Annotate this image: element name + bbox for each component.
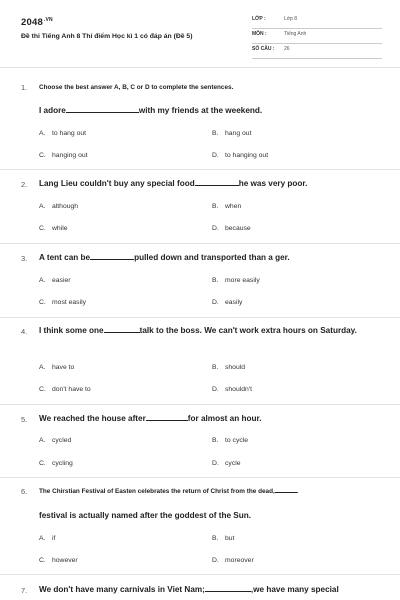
meta-count — [252, 44, 382, 59]
option-text: moreover — [225, 557, 254, 564]
option-text: when — [225, 203, 242, 210]
text-before: I adore — [39, 106, 66, 115]
option-text: hanging out — [52, 152, 88, 159]
text-before: A tent can be — [39, 253, 91, 262]
option-b[interactable] — [212, 364, 245, 371]
text-after: for almost an hour. — [187, 414, 262, 423]
text-after: talk to the boss. We can't work extra hours on Saturday. — [139, 326, 357, 335]
text-after: ,we have many special — [250, 585, 339, 594]
option-letter: B. — [212, 364, 219, 371]
question-divider — [0, 477, 400, 478]
meta-label: LỚP : — [252, 16, 266, 22]
option-a[interactable] — [39, 130, 86, 137]
option-text: if — [52, 535, 56, 542]
option-b[interactable] — [212, 277, 260, 284]
option-letter: B. — [212, 203, 219, 210]
option-c[interactable] — [39, 225, 68, 232]
option-letter: D. — [212, 386, 219, 393]
option-text: more easily — [225, 277, 260, 284]
question-number: 7. — [21, 586, 28, 595]
option-text: to hanging out — [225, 152, 269, 159]
question-number: 5. — [21, 415, 28, 424]
option-letter: A. — [39, 130, 46, 137]
option-letter: B. — [212, 535, 219, 542]
site-logo[interactable] — [21, 17, 53, 28]
option-a[interactable] — [39, 535, 55, 542]
option-letter: C. — [39, 152, 46, 159]
option-letter: C. — [39, 225, 46, 232]
answer-blank — [275, 485, 297, 493]
option-c[interactable] — [39, 152, 88, 159]
option-d[interactable] — [212, 152, 268, 159]
question-divider — [0, 574, 400, 575]
question-number: 3. — [21, 254, 28, 263]
option-letter: A. — [39, 535, 46, 542]
text-after: pulled down and transported than a ger. — [134, 253, 290, 262]
option-letter: A. — [39, 364, 46, 371]
text-after: with my friends at the weekend. — [138, 106, 263, 115]
option-a[interactable] — [39, 277, 71, 284]
answer-blank — [66, 105, 139, 113]
meta-value: 26 — [284, 46, 290, 52]
instruction-text: Choose the best answer A, B, C or D to complete the sentences. — [39, 84, 234, 91]
meta-label: SỐ CÂU : — [252, 46, 275, 52]
text-before: Lang Lieu couldn't buy any special food — [39, 179, 195, 188]
option-letter: D. — [212, 225, 219, 232]
option-text: to cycle — [225, 437, 249, 444]
option-letter: D. — [212, 152, 219, 159]
text-after: . — [296, 488, 299, 495]
question-text — [39, 104, 369, 118]
option-letter: C. — [39, 386, 46, 393]
option-letter: B. — [212, 437, 219, 444]
meta-label: MÔN : — [252, 31, 267, 37]
question-text — [39, 324, 369, 338]
option-b[interactable] — [212, 203, 241, 210]
option-text: cycling — [52, 460, 73, 467]
page-header — [0, 0, 400, 72]
question-text — [39, 485, 379, 499]
option-text: easily — [225, 299, 243, 306]
option-b[interactable] — [212, 130, 251, 137]
question-text — [39, 583, 369, 597]
option-c[interactable] — [39, 299, 86, 306]
option-text: easier — [52, 277, 71, 284]
question-number: 6. — [21, 487, 28, 496]
question-divider — [0, 243, 400, 244]
question-divider — [0, 404, 400, 405]
logo-domain: .VN — [43, 17, 53, 23]
option-letter: B. — [212, 130, 219, 137]
option-text: hang out — [225, 130, 252, 137]
option-text: while — [52, 225, 68, 232]
option-letter: D. — [212, 460, 219, 467]
question-number: 1. — [21, 83, 28, 92]
meta-subject — [252, 29, 382, 44]
text-after: he was very poor. — [238, 179, 308, 188]
option-d[interactable] — [212, 299, 242, 306]
option-c[interactable] — [39, 386, 91, 393]
option-text: most easily — [52, 299, 86, 306]
option-text: however — [52, 557, 78, 564]
option-d[interactable] — [212, 386, 252, 393]
option-letter: A. — [39, 277, 46, 284]
option-c[interactable] — [39, 460, 73, 467]
question-divider — [0, 169, 400, 170]
text-before: The Chirstian Festival of Easten celebrates the return of Christ from the dead, — [39, 488, 275, 495]
option-letter: D. — [212, 299, 219, 306]
option-d[interactable] — [212, 557, 254, 564]
option-b[interactable] — [212, 437, 248, 444]
question-number: 4. — [21, 327, 28, 336]
text-before: We reached the house after — [39, 414, 146, 423]
header-divider — [0, 67, 400, 68]
option-text: although — [52, 203, 79, 210]
question-number: 2. — [21, 180, 28, 189]
answer-blank — [205, 584, 251, 592]
option-text: to hang out — [52, 130, 87, 137]
answer-blank — [104, 325, 140, 333]
option-text: but — [225, 535, 235, 542]
answer-blank — [90, 252, 134, 260]
option-a[interactable] — [39, 203, 78, 210]
meta-class — [252, 14, 382, 29]
meta-value: Tiếng Anh — [284, 31, 307, 37]
option-letter: A. — [39, 203, 46, 210]
document-title: Đề thi Tiếng Anh 8 Thí điểm Học kì 1 có đáp án (Đề 5) — [21, 33, 193, 40]
option-letter: C. — [39, 299, 46, 306]
option-letter: C. — [39, 460, 46, 467]
answer-blank — [195, 178, 239, 186]
question-text — [39, 177, 369, 191]
option-text: cycle — [225, 460, 241, 467]
question-text — [39, 251, 369, 265]
option-c[interactable] — [39, 557, 78, 564]
option-text: shouldn't — [225, 386, 252, 393]
option-letter: B. — [212, 277, 219, 284]
option-a[interactable] — [39, 364, 74, 371]
option-text: because — [225, 225, 251, 232]
answer-blank — [146, 413, 188, 421]
text-before: We don't have many carnivals in Viet Nam; — [39, 585, 205, 594]
logo-text: 2048 — [21, 17, 43, 29]
option-b[interactable] — [212, 535, 234, 542]
option-a[interactable] — [39, 437, 71, 444]
meta-value: Lớp 8 — [284, 16, 298, 22]
option-d[interactable] — [212, 460, 241, 467]
option-d[interactable] — [212, 225, 251, 232]
text-before: I think some one — [39, 326, 104, 335]
option-text: should — [225, 364, 246, 371]
question-text — [39, 412, 369, 426]
option-letter: D. — [212, 557, 219, 564]
question-text-line-2: festival is actually named after the goddest of the Sun. — [39, 511, 252, 520]
option-text: don't have to — [52, 386, 91, 393]
option-letter: C. — [39, 557, 46, 564]
question-divider — [0, 317, 400, 318]
option-text: cycled — [52, 437, 72, 444]
option-text: have to — [52, 364, 75, 371]
option-letter: A. — [39, 437, 46, 444]
